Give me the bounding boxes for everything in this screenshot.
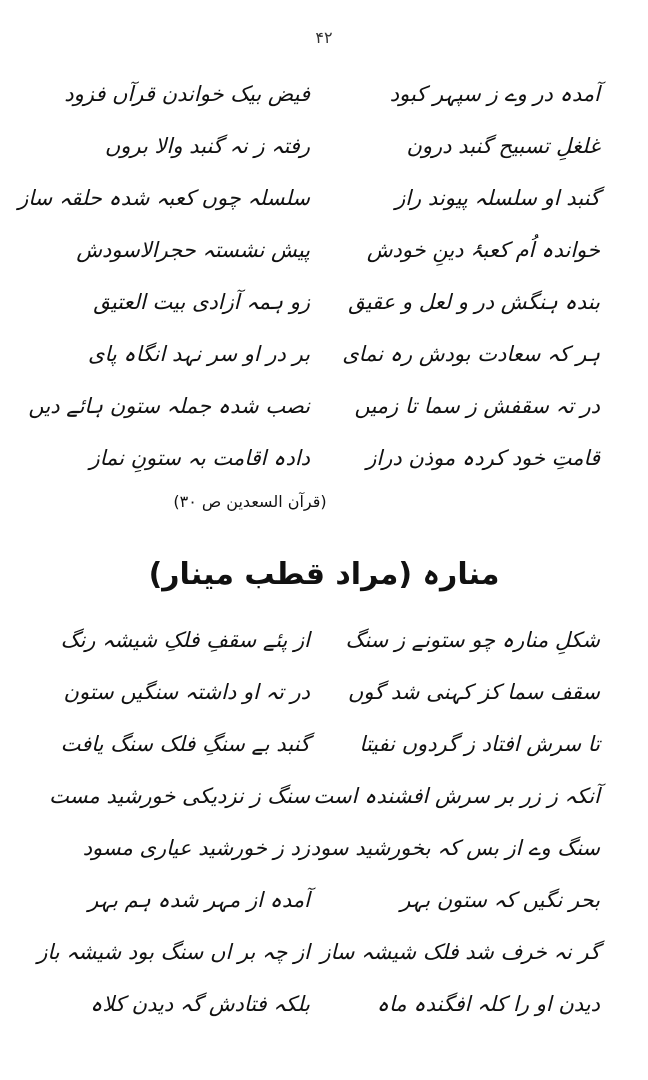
- second-hemistich: بر در او سر نہد انگاہ پای: [88, 342, 310, 366]
- second-hemistich: سنگ ز نزدیکی خورشید مست: [49, 784, 310, 808]
- page-number: ۴۲: [315, 28, 333, 47]
- section-heading: منارہ (مراد قطب مینار): [148, 557, 500, 592]
- first-hemistich: خواندہ اُم کعبۂ دینِ خودش: [366, 238, 600, 262]
- couplet: [37, 930, 600, 982]
- first-hemistich: بحر نگیں کہ ستون بہر: [400, 888, 600, 912]
- poem-section-1: [18, 72, 600, 488]
- first-hemistich: بندہ ہنگش در و لعل و عقیق: [348, 290, 600, 314]
- second-hemistich: رفتہ ز نہ گنبد والا بروں: [104, 134, 310, 158]
- first-hemistich: آمدہ در وے ز سپہر کبود: [389, 82, 600, 106]
- couplet: [60, 72, 600, 124]
- couplet: [60, 436, 600, 488]
- couplet: [28, 384, 600, 436]
- couplet: [60, 722, 600, 774]
- source-citation: (قرآن السعدین ص ۳۰): [173, 492, 327, 511]
- couplet: [60, 618, 600, 670]
- couplet: [60, 332, 600, 384]
- couplet: [60, 228, 600, 280]
- first-hemistich: گر نہ خرف شد فلک شیشہ ساز: [320, 940, 600, 964]
- couplet: [60, 878, 600, 930]
- second-hemistich: از چہ بر اں سنگ بود شیشہ باز: [37, 940, 310, 964]
- second-hemistich: گنبد بے سنگِ فلک سنگ یافت: [60, 732, 310, 756]
- first-hemistich: سنگ وے از بس کہ بخورشید سود: [310, 836, 600, 860]
- first-hemistich: قامتِ خود کردہ موذن دراز: [366, 446, 600, 470]
- second-hemistich: زو ہمہ آزادی بیت العتیق: [93, 290, 310, 314]
- second-hemistich: بلکہ فتادش گہ دیدن کلاہ: [90, 992, 310, 1016]
- second-hemistich: زد ز خورشید عیاری مسود: [82, 836, 310, 860]
- second-hemistich: پیش نشستہ حجرالاسودش: [76, 238, 310, 262]
- second-hemistich: از پئے سقفِ فلکِ شیشہ رنگ: [60, 628, 310, 652]
- first-hemistich: گنبد او سلسلہ پیوند راز: [395, 186, 600, 210]
- second-hemistich: در تہ او داشتہ سنگیں ستون: [63, 680, 310, 704]
- first-hemistich: آنکہ ز زر بر سرش افشندہ است: [313, 784, 600, 808]
- couplet: [18, 176, 600, 228]
- first-hemistich: غلغلِ تسبیح گنبد درون: [406, 134, 600, 158]
- poem-section-2: [37, 618, 600, 1034]
- couplet: [49, 774, 600, 826]
- couplet: [60, 982, 600, 1034]
- first-hemistich: ہر کہ سعادت بودش رہ نمای: [342, 342, 600, 366]
- couplet: [60, 826, 600, 878]
- couplet: [60, 280, 600, 332]
- first-hemistich: سقف سما کز کہنی شد گوں: [347, 680, 600, 704]
- couplet: [60, 124, 600, 176]
- first-hemistich: در تہ سقفش ز سما تا زمیں: [354, 394, 600, 418]
- second-hemistich: نصب شدہ جملہ ستون ہائے دیں: [28, 394, 310, 418]
- first-hemistich: تا سرش افتاد ز گردوں نفیتا: [359, 732, 600, 756]
- second-hemistich: سلسلہ چوں کعبہ شدہ حلقہ ساز: [18, 186, 310, 210]
- couplet: [60, 670, 600, 722]
- first-hemistich: دیدن او را کلہ افگندہ ماہ: [376, 992, 600, 1016]
- second-hemistich: دادہ اقامت بہ ستونِ نماز: [89, 446, 310, 470]
- second-hemistich: آمدہ از مہر شدہ ہم بہر: [88, 888, 310, 912]
- second-hemistich: فیض بیک خواندن قرآں فزود: [64, 82, 310, 106]
- first-hemistich: شکلِ منارہ چو ستونے ز سنگ: [345, 628, 600, 652]
